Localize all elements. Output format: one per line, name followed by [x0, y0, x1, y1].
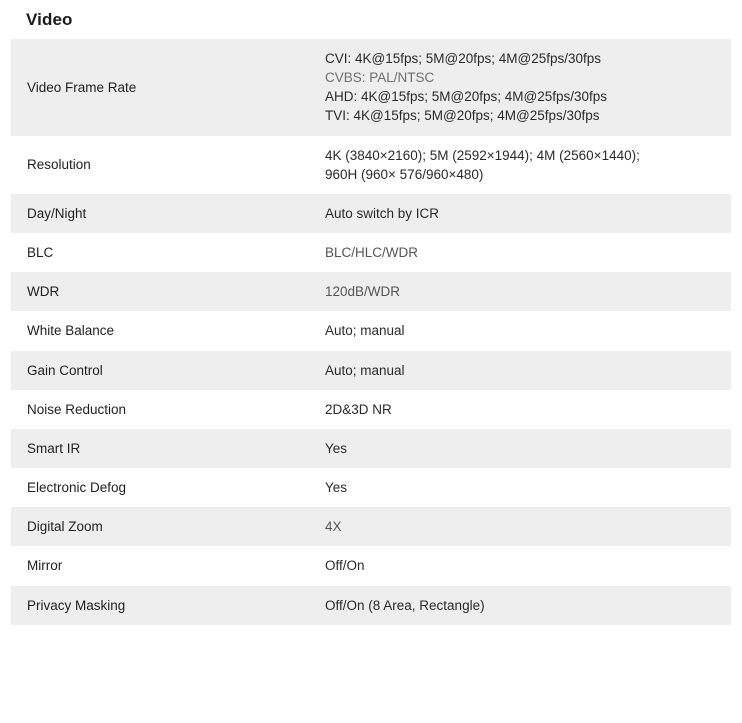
video-spec-table [11, 39, 731, 625]
table-row [11, 39, 731, 136]
spec-value-cell [309, 39, 731, 136]
spec-value-cell [309, 194, 731, 233]
spec-label-cell: Mirror [11, 546, 309, 585]
spec-label-cell: WDR [11, 272, 309, 311]
spec-label-cell: Resolution [11, 136, 309, 194]
spec-label-cell: White Balance [11, 311, 309, 350]
spec-label-cell: BLC [11, 233, 309, 272]
spec-value-cell [309, 586, 731, 625]
table-row [11, 272, 731, 311]
spec-label-cell: Noise Reduction [11, 390, 309, 429]
spec-value-line: Off/On [325, 558, 365, 574]
spec-value-cell [309, 390, 731, 429]
table-row [11, 233, 731, 272]
spec-sheet-page [0, 6, 742, 723]
spec-value-line: BLC/HLC/WDR [325, 245, 419, 261]
spec-value-line: Off/On (8 Area, Rectangle) [325, 597, 485, 613]
section-title: Video [26, 10, 73, 29]
table-row [11, 429, 731, 468]
spec-value-line: TVI: 4K@15fps; 5M@20fps; 4M@25fps/30fps [325, 108, 600, 124]
spec-value-cell [309, 233, 731, 272]
table-row [11, 507, 731, 546]
table-row [11, 468, 731, 507]
spec-value-line: CVBS: PAL/NTSC [325, 70, 435, 86]
table-row [11, 136, 731, 194]
spec-value-cell [309, 546, 731, 585]
spec-label-cell: Gain Control [11, 351, 309, 390]
spec-label-cell: Day/Night [11, 194, 309, 233]
spec-label-cell: Electronic Defog [11, 468, 309, 507]
table-row [11, 351, 731, 390]
spec-value-cell [309, 429, 731, 468]
spec-value-line: Auto; manual [325, 323, 405, 339]
table-row [11, 586, 731, 625]
spec-value-line: 120dB/WDR [325, 284, 401, 300]
spec-value-line: Auto switch by ICR [325, 205, 440, 221]
spec-value-line: 4K (3840×2160); 5M (2592×1944); 4M (2560×1440); [325, 147, 640, 163]
spec-value-cell [309, 507, 731, 546]
spec-value-line: AHD: 4K@15fps; 5M@20fps; 4M@25fps/30fps [325, 89, 607, 105]
table-row [11, 546, 731, 585]
spec-value-cell [309, 272, 731, 311]
spec-label-cell: Video Frame Rate [11, 39, 309, 136]
spec-value-cell [309, 351, 731, 390]
table-row [11, 390, 731, 429]
spec-value-line: 4X [325, 519, 342, 535]
spec-value-line: CVI: 4K@15fps; 5M@20fps; 4M@25fps/30fps [325, 51, 601, 66]
spec-value-line: Yes [325, 440, 348, 456]
spec-label-cell: Smart IR [11, 429, 309, 468]
table-row [11, 194, 731, 233]
spec-value-cell [309, 311, 731, 350]
spec-value-cell [309, 468, 731, 507]
spec-value-line: Yes [325, 480, 348, 496]
spec-label-cell: Digital Zoom [11, 507, 309, 546]
spec-label-cell: Privacy Masking [11, 586, 309, 625]
spec-table-body [11, 39, 731, 625]
spec-value-line: Auto; manual [325, 362, 405, 378]
table-row [11, 311, 731, 350]
spec-value-cell [309, 136, 731, 194]
spec-value-line: 960H (960× 576/960×480) [325, 166, 484, 182]
spec-value-line: 2D&3D NR [325, 401, 392, 417]
